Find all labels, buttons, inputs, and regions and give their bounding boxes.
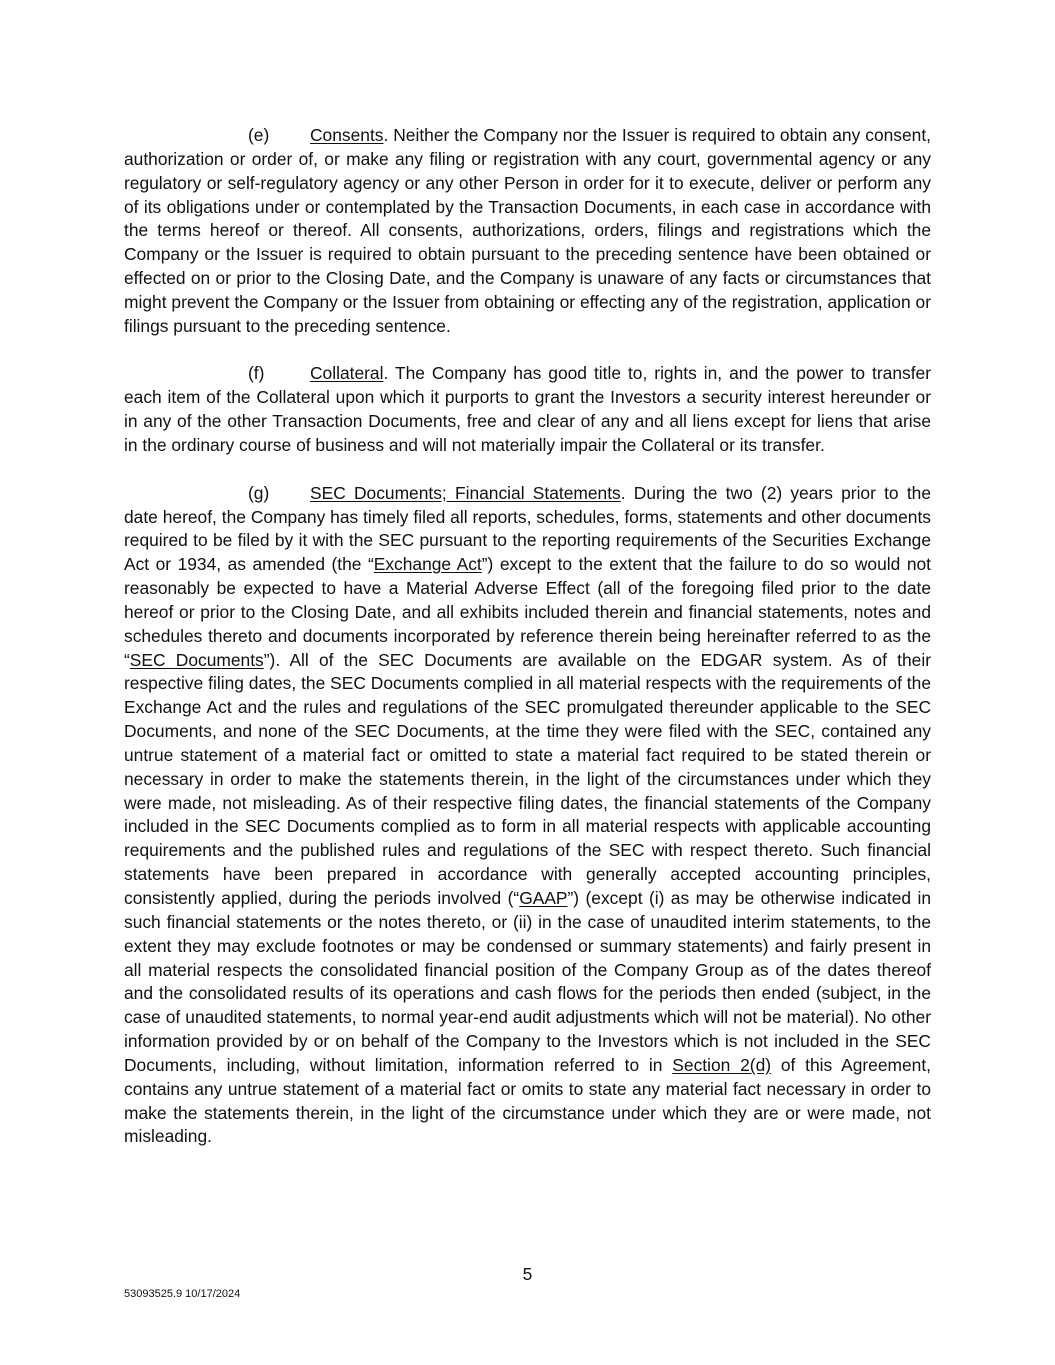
document-body xyxy=(124,124,931,1173)
section-2d-reference: Section 2(d) xyxy=(672,1054,772,1075)
section-g-text-3: ”). All of the SEC Documents are available on the EDGAR system. As of their respective filing dates, the SEC Documents complied in all material respects with the requirements of the Exchange Act and the rules and regulations of the SEC promulgated thereunder applicable to the SEC Documents, and none of the SEC Documents, at the time they were filed with the SEC, contained any untrue statement of a material fact or omitted to state a material fact required to be stated therein or necessary in order to make the statements therein, in the light of the circumstances under which they were made, not misleading. As of their respective filing dates, the financial statements of the Company included in the SEC Documents complied as to form in all material respects with applicable accounting requirements and the published rules and regulations of the SEC with respect thereto. Such financial statements have been prepared in accordance with generally accepted accounting principles, consistently applied, during the periods involved (“ xyxy=(124,649,931,908)
section-g-text-1: . During the two (2) years prior to the date hereof, the Company has timely filed all reports, schedules, forms, statements and other documents required to be filed by it with the SEC pursuant to the reporting requirements of the Securities Exchange Act or 1934, as amended (the “ xyxy=(124,482,931,575)
section-g-title: SEC Documents; Financial Statements xyxy=(310,482,621,503)
defined-term-gaap: GAAP xyxy=(519,888,568,908)
document-id-footer: 53093525.9 10/17/2024 xyxy=(124,1288,241,1300)
section-f-title: Collateral xyxy=(310,363,384,384)
section-g-text-4: ”) (except (i) as may be otherwise indicated in such financial statements or the notes thereto, or (ii) in the case of unaudited interim statements, to the extent they may exclude footnotes or may be condensed or summary statements) and fairly present in all material respects the consolidated financial position of the Company Group as of the dates thereof and the consolidated results of its operations and cash flows for the periods then ended (subject, in the case of unaudited statements, to normal year-end audit adjustments which will not be material). No other information provided by or on behalf of the Company to the Investors which is not included in the SEC Documents, including, without limitation, information referred to in xyxy=(124,888,931,1075)
page-number: 5 xyxy=(522,1264,533,1284)
defined-term-exchange-act: Exchange Act xyxy=(373,554,482,575)
section-g-text-5: of this Agreement, contains any untrue statement of a material fact or omits to state any material fact necessary in order to make the statements therein, in the light of the circumstance under which they are or were made, not misleading. xyxy=(124,1054,931,1147)
section-e-paragraph xyxy=(124,124,931,339)
defined-term-sec-documents: SEC Documents xyxy=(129,649,264,670)
section-e-title: Consents xyxy=(310,125,384,145)
section-f-paragraph xyxy=(124,362,931,457)
section-g-text-2: ”) except to the extent that the failure to do so would not reasonably be expected to have a Material Adverse Effect (all of the foregoing filed prior to the date hereof or prior to the Closing Date, and all exhibits included therein and financial statements, notes and schedules thereto and documents incorporated by reference therein being hereinafter referred to as the “ xyxy=(124,554,931,670)
section-g-label: (g) xyxy=(248,482,270,503)
section-f-text: . The Company has good title to, rights in, and the power to transfer each item of the Collateral upon which it purports to grant the Investors a security interest hereunder or in any of the other Transaction Documents, free and clear of any and all liens except for liens that arise in the ordinary course of business and will not materially impair the Collateral or its transfer. xyxy=(124,363,931,455)
section-e-label: (e) xyxy=(248,125,270,145)
section-f-label: (f) xyxy=(248,363,265,384)
section-g-paragraph xyxy=(124,482,931,1150)
section-e-text: . Neither the Company nor the Issuer is required to obtain any consent, authorization or order of, or make any filing or registration with any court, governmental agency or any regulatory or self-regulatory agency or any other Person in order for it to execute, deliver or perform any of its obligations under or contemplated by the Transaction Documents, in each case in accordance with the terms hereof or thereof. All consents, authorizations, orders, filings and registrations which the Company or the Issuer is required to obtain pursuant to the preceding sentence have been obtained or effected on or prior to the Closing Date, and the Company is unaware of any facts or circumstances that might prevent the Company or the Issuer from obtaining or effecting any of the registration, application or filings pursuant to the preceding sentence. xyxy=(124,125,931,336)
